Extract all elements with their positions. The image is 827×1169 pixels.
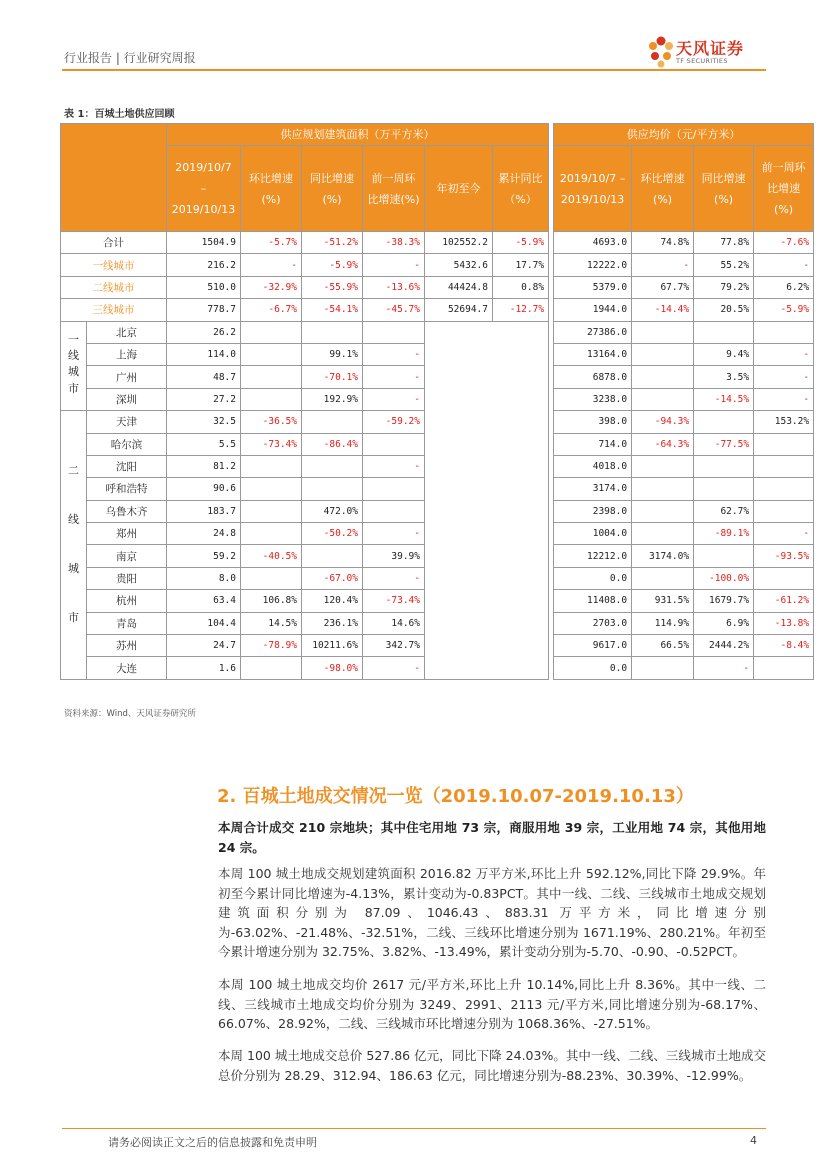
table-cell: 114.0 — [167, 343, 241, 365]
city-name: 北京 — [87, 321, 167, 343]
table-cell: 77.8% — [694, 232, 754, 254]
table-cell: -13.6% — [363, 276, 425, 298]
table-cell — [754, 321, 814, 343]
table-cell — [241, 567, 302, 589]
table-cell: 11408.0 — [554, 590, 632, 612]
table-cell — [632, 478, 694, 500]
table-cell — [632, 567, 694, 589]
table-cell — [363, 478, 425, 500]
price-paragraph: 本周 100 城土地成交均价 2617 元/平方米,环比上升 10.14%,同比上升 8.36%。其中一线、二线、三线城市土地成交均价分别为 3249、2991、2113 元/平方米,同比增速分别为-68.17%、66.07%、28.92%，二线、三线城市环比增速分别为 1068.36%、-27.51%。 — [218, 977, 766, 1032]
table-cell: 153.2% — [754, 411, 814, 433]
column-header: 累计同比（%） — [493, 146, 549, 232]
total-paragraph: 本周 100 城土地成交总价 527.86 亿元，同比下降 24.03%。其中一线、二线、三线城市土地成交总价分别为 28.29、312.94、186.63 亿元，同比增速分别为-88.23%、30.39%、-12.99%。 — [218, 1048, 766, 1083]
row-label: 一线城市 — [61, 254, 167, 276]
table-cell — [302, 411, 363, 433]
table-cell: 59.2 — [167, 545, 241, 567]
table-cell: 32.5 — [167, 411, 241, 433]
table-caption: 表 1：百城土地供应回顾 — [64, 109, 175, 120]
table-cell: 24.8 — [167, 523, 241, 545]
table-cell: -89.1% — [694, 523, 754, 545]
table-cell — [632, 343, 694, 365]
table-cell: 74.8% — [632, 232, 694, 254]
table-cell: -50.2% — [302, 523, 363, 545]
city-name: 沈阳 — [87, 455, 167, 477]
table-cell: 14.5% — [241, 612, 302, 634]
logo-subtitle: TF SECURITIES — [676, 57, 728, 65]
table-cell — [694, 478, 754, 500]
table-cell: 120.4% — [302, 590, 363, 612]
table-cell: 52694.7 — [425, 299, 493, 321]
table-cell: 0.8% — [493, 276, 549, 298]
column-header: 前一周环比增速(%) — [363, 146, 425, 232]
table-cell: 106.8% — [241, 590, 302, 612]
table-cell: 26.2 — [167, 321, 241, 343]
city-name: 哈尔滨 — [87, 433, 167, 455]
table-cell: 6.9% — [694, 612, 754, 634]
group-label-text: 一线城市 — [68, 332, 79, 395]
table-cell: -12.7% — [493, 299, 549, 321]
table-cell: -98.0% — [302, 657, 363, 679]
table-cell: 14.6% — [363, 612, 425, 634]
table-cell — [241, 478, 302, 500]
table-cell — [363, 321, 425, 343]
table-cell: 183.7 — [167, 500, 241, 522]
table-cell: - — [241, 254, 302, 276]
table-cell: 102552.2 — [425, 232, 493, 254]
group-label-text: 二线城市 — [68, 464, 79, 624]
table-cell: -78.9% — [241, 635, 302, 657]
table-cell: - — [694, 657, 754, 679]
table-cell: - — [754, 388, 814, 410]
table-row — [61, 299, 814, 321]
table-row — [61, 276, 814, 298]
table-cell: 1004.0 — [554, 523, 632, 545]
table-cell — [632, 500, 694, 522]
table-cell: 9617.0 — [554, 635, 632, 657]
table-cell — [694, 455, 754, 477]
table-cell — [694, 411, 754, 433]
table-cell — [241, 321, 302, 343]
table-cell: 5379.0 — [554, 276, 632, 298]
table-cell: 17.7% — [493, 254, 549, 276]
table-cell: -64.3% — [632, 433, 694, 455]
table-cell: 6878.0 — [554, 366, 632, 388]
table-cell: 12212.0 — [554, 545, 632, 567]
table-row — [61, 254, 814, 276]
table-cell: 714.0 — [554, 433, 632, 455]
table-cell — [632, 657, 694, 679]
table-cell: 90.6 — [167, 478, 241, 500]
city-name: 天津 — [87, 411, 167, 433]
table-source: 资料来源：Wind、天风证券研究所 — [64, 709, 196, 719]
column-header: 环比增速(%) — [241, 146, 302, 232]
land-supply-table — [60, 123, 814, 680]
column-header: 2019/10/7 – 2019/10/13 — [167, 146, 241, 232]
table-cell: -5.9% — [302, 254, 363, 276]
table-cell: 39.9% — [363, 545, 425, 567]
table-cell: -5.9% — [754, 299, 814, 321]
table-cell: 398.0 — [554, 411, 632, 433]
table-cell: 104.4 — [167, 612, 241, 634]
city-name: 广州 — [87, 366, 167, 388]
table-cell: 114.9% — [632, 612, 694, 634]
table-cell: 5.5 — [167, 433, 241, 455]
company-logo — [646, 32, 776, 72]
table-cell: 0.0 — [554, 657, 632, 679]
table-cell: 9.4% — [694, 343, 754, 365]
table-cell: -36.5% — [241, 411, 302, 433]
city-name: 大连 — [87, 657, 167, 679]
table-cell: - — [363, 567, 425, 589]
table-cell: - — [363, 366, 425, 388]
table-cell: 66.5% — [632, 635, 694, 657]
summary-paragraph: 本周合计成交 210 宗地块；其中住宅用地 73 宗，商服用地 39 宗，工业用地 74 宗，其他用地 24 宗。 — [218, 820, 766, 855]
table-cell: 8.0 — [167, 567, 241, 589]
table-cell: 12222.0 — [554, 254, 632, 276]
city-name: 贵阳 — [87, 567, 167, 589]
table-cell — [302, 545, 363, 567]
table-cell: 63.4 — [167, 590, 241, 612]
column-header: 前一周环比增速(%) — [754, 146, 814, 232]
table-cell: 44424.8 — [425, 276, 493, 298]
table-cell: - — [363, 657, 425, 679]
table-cell — [632, 455, 694, 477]
column-header: 年初至今 — [425, 146, 493, 232]
table-cell — [754, 455, 814, 477]
table-cell: - — [363, 388, 425, 410]
table-cell: -5.7% — [241, 232, 302, 254]
table-cell: -73.4% — [363, 590, 425, 612]
row-label: 三线城市 — [61, 299, 167, 321]
row-label: 合计 — [61, 232, 167, 254]
table-cell — [302, 455, 363, 477]
table-cell — [241, 657, 302, 679]
logo-name: 天风证券 — [676, 39, 745, 58]
table-cell: - — [754, 523, 814, 545]
table-cell: -55.9% — [302, 276, 363, 298]
table-cell — [302, 478, 363, 500]
table-cell: - — [754, 254, 814, 276]
city-name: 郑州 — [87, 523, 167, 545]
table-cell: 13164.0 — [554, 343, 632, 365]
table-cell — [754, 433, 814, 455]
table-cell: 472.0% — [302, 500, 363, 522]
table-cell: 216.2 — [167, 254, 241, 276]
table-cell — [363, 500, 425, 522]
table-cell: -70.1% — [302, 366, 363, 388]
city-name: 呼和浩特 — [87, 478, 167, 500]
table-cell: - — [363, 254, 425, 276]
table-cell: -7.6% — [754, 232, 814, 254]
breadcrumb: 行业报告 | 行业研究周报 — [64, 51, 196, 65]
table-cell — [632, 321, 694, 343]
table-row — [61, 321, 814, 343]
table-cell: 931.5% — [632, 590, 694, 612]
table-cell: 6.2% — [754, 276, 814, 298]
table-cell: -6.7% — [241, 299, 302, 321]
table-cell: 3.5% — [694, 366, 754, 388]
group-label — [61, 321, 87, 411]
table-cell: -100.0% — [694, 567, 754, 589]
flower-logo-icon — [646, 32, 676, 72]
table-cell: -14.4% — [632, 299, 694, 321]
table-cell: -94.3% — [632, 411, 694, 433]
table-cell: -38.3% — [363, 232, 425, 254]
header-corner — [61, 124, 167, 232]
column-header: 2019/10/7 – 2019/10/13 — [554, 146, 632, 232]
table-cell — [241, 455, 302, 477]
table-cell: 1944.0 — [554, 299, 632, 321]
group-label — [61, 411, 87, 680]
table-cell: -8.4% — [754, 635, 814, 657]
table-cell: 4018.0 — [554, 455, 632, 477]
page-number: 4 — [750, 1134, 757, 1147]
table-cell: - — [754, 343, 814, 365]
area-paragraph: 本周 100 城土地成交规划建筑面积 2016.82 万平方米,环比上升 592.12%,同比下降 29.9%。年初至今累计同比增速为-4.13%，累计变动为-0.83PCT。其中一线、二线、三线城市土地成交规划建筑面积分别为 87.09、1046.43、883.31 万平方米，同比增速分别为-63.02%、-21.48%、-32.51%，二线、三线环比增速分别为 1671.19%、280.21%。年初至今累计增速分别为 32.75%、3.82%、-13.49%，累计变动分别为-5.70、-0.90、-0.52PCT。 — [218, 866, 766, 960]
table-cell — [302, 321, 363, 343]
table-cell: -13.8% — [754, 612, 814, 634]
table-cell — [241, 388, 302, 410]
table-cell: - — [632, 254, 694, 276]
table-cell: 99.1% — [302, 343, 363, 365]
ytd-blank-cell — [425, 321, 549, 679]
city-name: 杭州 — [87, 590, 167, 612]
table-cell: -14.5% — [694, 388, 754, 410]
city-name: 乌鲁木齐 — [87, 500, 167, 522]
table-cell: 192.9% — [302, 388, 363, 410]
city-name: 上海 — [87, 343, 167, 365]
table-cell: 62.7% — [694, 500, 754, 522]
table-cell: -32.9% — [241, 276, 302, 298]
table-cell: 3174.0% — [632, 545, 694, 567]
table-cell: - — [363, 343, 425, 365]
table-cell: 342.7% — [363, 635, 425, 657]
table-cell: -59.2% — [363, 411, 425, 433]
table-cell: 5432.6 — [425, 254, 493, 276]
table-row — [61, 232, 814, 254]
table-cell — [241, 343, 302, 365]
table-cell: 1504.9 — [167, 232, 241, 254]
table-cell: -86.4% — [302, 433, 363, 455]
table-cell: 67.7% — [632, 276, 694, 298]
table-cell: - — [363, 455, 425, 477]
table-cell — [632, 523, 694, 545]
table-cell: 236.1% — [302, 612, 363, 634]
table-cell: 3174.0 — [554, 478, 632, 500]
table-cell — [241, 500, 302, 522]
table-cell: 79.2% — [694, 276, 754, 298]
table-cell — [754, 567, 814, 589]
table-cell: 48.7 — [167, 366, 241, 388]
table-cell: -51.2% — [302, 232, 363, 254]
table-cell: -77.5% — [694, 433, 754, 455]
group-header-area: 供应规划建筑面积（万平方米） — [167, 124, 549, 146]
table-cell: -54.1% — [302, 299, 363, 321]
table-cell — [241, 366, 302, 388]
table-cell: -45.7% — [363, 299, 425, 321]
column-header: 环比增速(%) — [632, 146, 694, 232]
table-cell: 20.5% — [694, 299, 754, 321]
table-cell — [632, 366, 694, 388]
section-title: 2. 百城土地成交情况一览（2019.10.07-2019.10.13） — [217, 786, 694, 807]
table-cell: 510.0 — [167, 276, 241, 298]
table-cell — [754, 657, 814, 679]
table-cell — [241, 523, 302, 545]
table-cell: 778.7 — [167, 299, 241, 321]
city-name: 南京 — [87, 545, 167, 567]
table-cell: - — [363, 523, 425, 545]
table-cell: 3238.0 — [554, 388, 632, 410]
city-name: 深圳 — [87, 388, 167, 410]
table-cell: -67.0% — [302, 567, 363, 589]
group-header-price: 供应均价（元/平方米） — [554, 124, 814, 146]
table-cell: 10211.6% — [302, 635, 363, 657]
table-cell — [632, 388, 694, 410]
city-name: 苏州 — [87, 635, 167, 657]
table-cell — [754, 500, 814, 522]
table-cell — [694, 321, 754, 343]
table-cell: 1.6 — [167, 657, 241, 679]
row-label: 二线城市 — [61, 276, 167, 298]
table-cell: 2703.0 — [554, 612, 632, 634]
table-cell — [694, 545, 754, 567]
table-cell — [363, 433, 425, 455]
table-cell: 1679.7% — [694, 590, 754, 612]
table-cell: 0.0 — [554, 567, 632, 589]
table-cell: -93.5% — [754, 545, 814, 567]
column-header: 同比增速(%) — [302, 146, 363, 232]
table-cell: 2398.0 — [554, 500, 632, 522]
table-cell — [754, 478, 814, 500]
table-cell: -40.5% — [241, 545, 302, 567]
table-cell: 27386.0 — [554, 321, 632, 343]
table-cell: -61.2% — [754, 590, 814, 612]
table-cell: 2444.2% — [694, 635, 754, 657]
table-cell: 27.2 — [167, 388, 241, 410]
table-cell: 24.7 — [167, 635, 241, 657]
table-cell: - — [754, 366, 814, 388]
disclaimer: 请务必阅读正文之后的信息披露和免责申明 — [108, 1136, 317, 1149]
table-cell: 81.2 — [167, 455, 241, 477]
footer-rule — [62, 1128, 766, 1129]
column-header: 同比增速(%) — [694, 146, 754, 232]
table-cell: -5.9% — [493, 232, 549, 254]
city-name: 青岛 — [87, 612, 167, 634]
table-cell: 4693.0 — [554, 232, 632, 254]
table-cell: 55.2% — [694, 254, 754, 276]
table-cell: -73.4% — [241, 433, 302, 455]
